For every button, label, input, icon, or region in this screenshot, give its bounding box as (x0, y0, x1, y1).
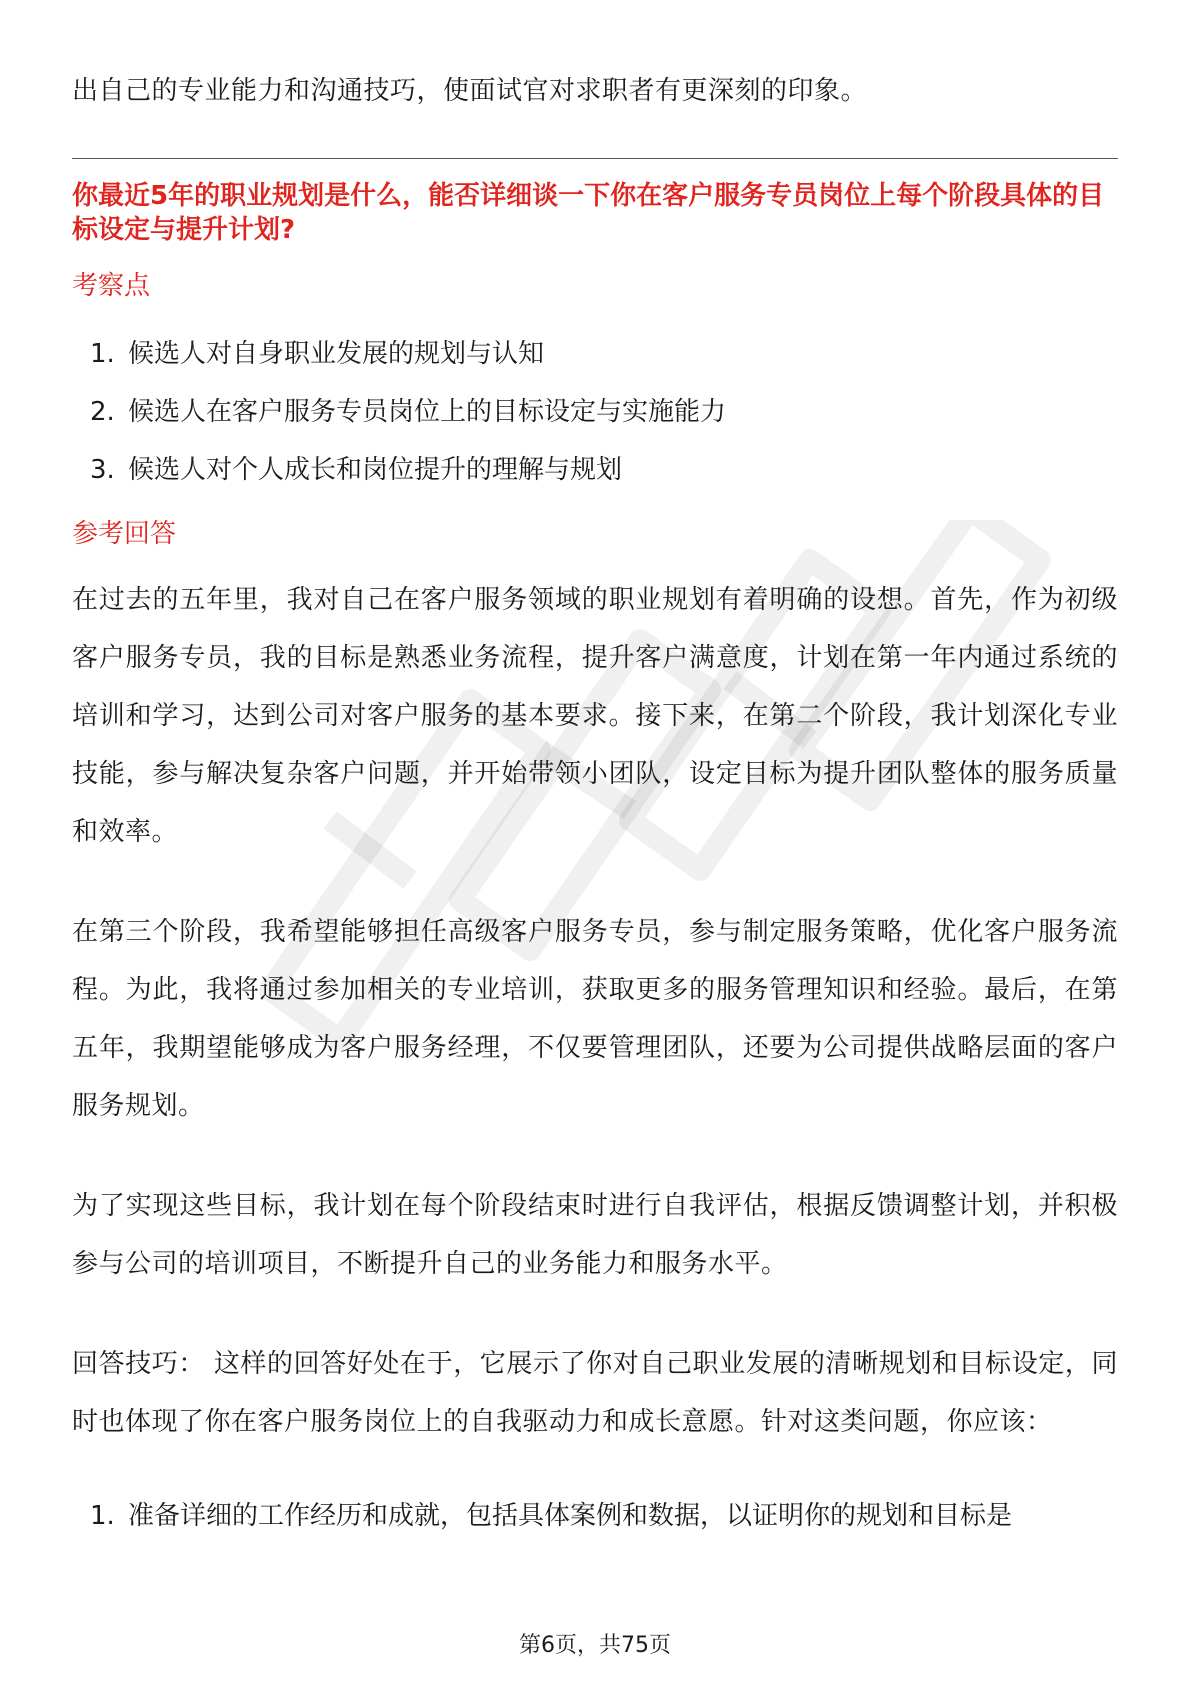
tips-list (72, 1487, 1118, 1545)
tips-item-number: 1. (90, 1501, 115, 1531)
tips-item (72, 1487, 1118, 1545)
focus-item (72, 383, 1118, 441)
focus-heading: 考察点 (72, 271, 151, 301)
focus-item (72, 441, 1118, 499)
focus-item-number: 3. (90, 455, 115, 485)
document-content (72, 62, 1118, 1545)
focus-item-number: 2. (90, 397, 115, 427)
tips-item-text: 准备详细的工作经历和成就，包括具体案例和数据，以证明你的规划和目标是 (128, 1501, 1013, 1531)
answer-heading: 参考回答 (72, 519, 177, 549)
focus-item-text: 候选人在客户服务专员岗位上的目标设定与实施能力 (128, 397, 727, 427)
answer-paragraph: 在过去的五年里，我对自己在客户服务领域的职业规划有着明确的设想。首先，作为初级客户服务专员，我的目标是熟悉业务流程，提升客户满意度，计划在第一年内通过系统的培训和学习，达到公司对客户服务的基本要求。接下来，在第二个阶段，我计划深化专业技能，参与解决复杂客户问题，并开始带领小团队，设定目标为提升团队整体的服务质量和效率。 (72, 585, 1118, 847)
answer-paragraph: 为了实现这些目标，我计划在每个阶段结束时进行自我评估，根据反馈调整计划，并积极参与公司的培训项目，不断提升自己的业务能力和服务水平。 (72, 1191, 1118, 1279)
focus-item-text: 候选人对自身职业发展的规划与认知 (128, 339, 545, 369)
question-title: 你最近5年的职业规划是什么，能否详细谈一下你在客户服务专员岗位上每个阶段具体的目标设定与提升计划? (72, 181, 1105, 245)
focus-item-number: 1. (90, 339, 115, 369)
answer-tips-paragraph: 回答技巧： 这样的回答好处在于，它展示了你对自己职业发展的清晰规划和目标设定，同时也体现了你在客户服务岗位上的自我驱动力和成长意愿。针对这类问题，你应该： (72, 1349, 1118, 1437)
focus-list (72, 325, 1118, 499)
section-divider (72, 158, 1118, 159)
page-number: 第6页，共75页 (519, 1633, 671, 1658)
focus-item (72, 325, 1118, 383)
answer-body (72, 571, 1118, 1451)
answer-paragraph: 在第三个阶段，我希望能够担任高级客户服务专员，参与制定服务策略，优化客户服务流程。为此，我将通过参加相关的专业培训，获取更多的服务管理知识和经验。最后，在第五年，我期望能够成为客户服务经理，不仅要管理团队，还要为公司提供战略层面的客户服务规划。 (72, 917, 1118, 1121)
focus-item-text: 候选人对个人成长和岗位提升的理解与规划 (128, 455, 623, 485)
intro-line: 出自己的专业能力和沟通技巧，使面试官对求职者有更深刻的印象。 (72, 76, 868, 106)
